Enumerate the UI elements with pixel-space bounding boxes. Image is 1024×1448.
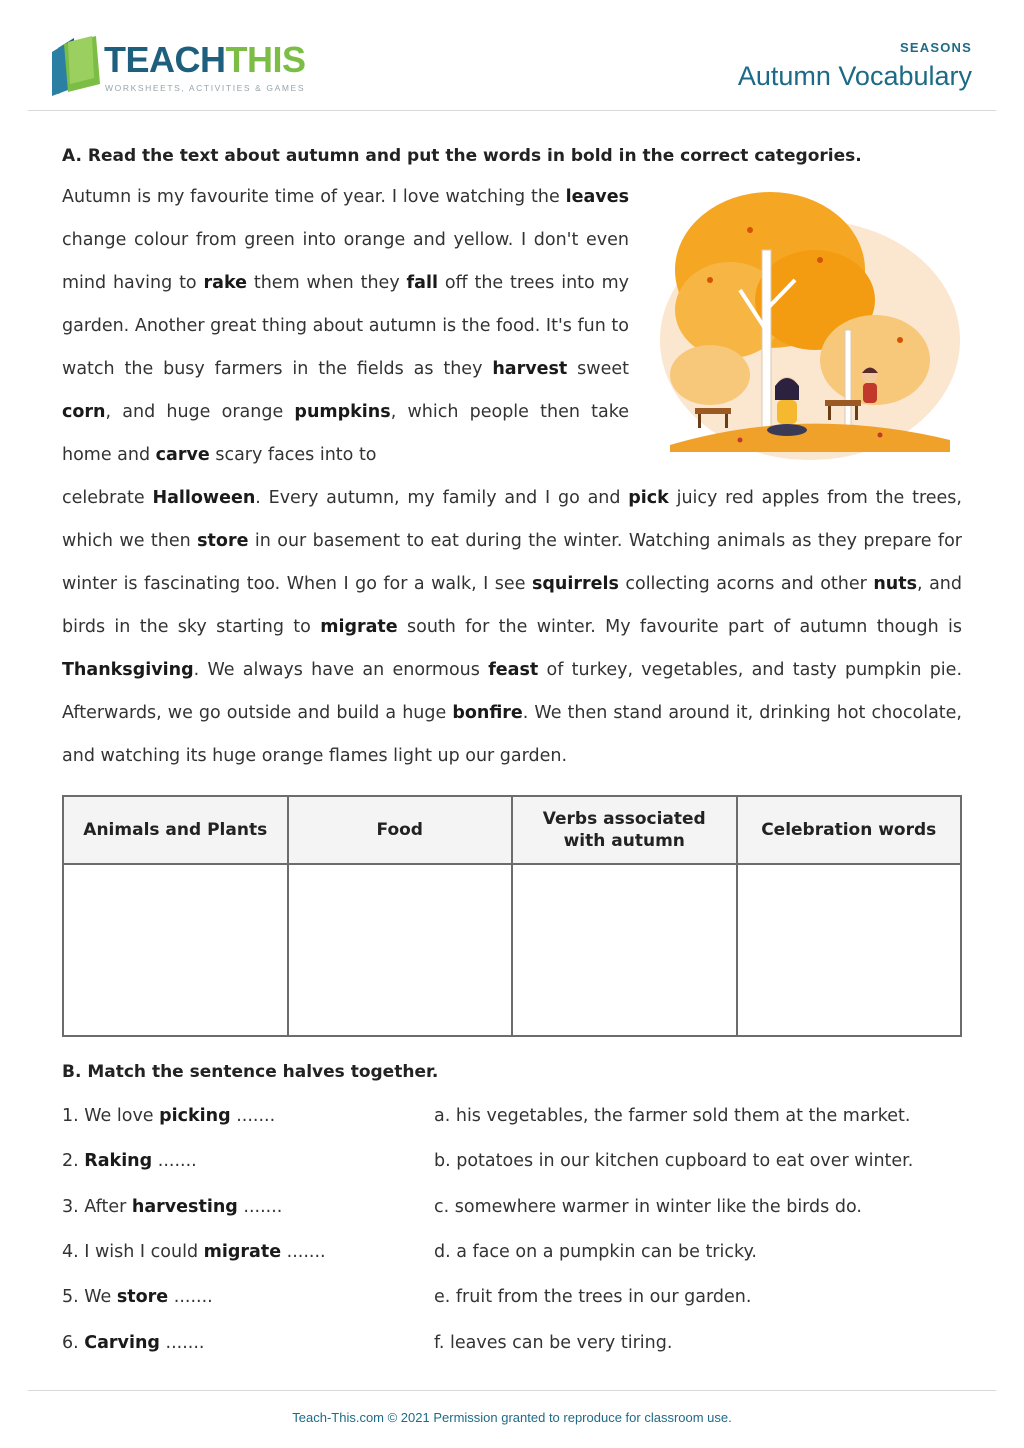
text-run: south for the winter. My favourite part of autumn though is xyxy=(397,617,962,637)
text-run: 6. xyxy=(62,1332,85,1353)
topic-kicker: SEASONS xyxy=(900,40,972,55)
autumn-park-illustration xyxy=(650,190,960,470)
text-run: 3. xyxy=(62,1196,85,1217)
logo-word-teach: TEACH xyxy=(104,39,226,80)
text-run: them when they xyxy=(246,273,407,293)
sentence-start xyxy=(62,1287,213,1307)
vocab-word: feast xyxy=(488,660,539,680)
vocab-word: harvesting xyxy=(131,1196,238,1217)
vocab-word: pumpkins xyxy=(294,402,391,422)
text-run: off the trees into my garden. Another great thing about autumn is the food. It's fun to watch the busy farmers in the fields as they xyxy=(62,273,630,379)
text-run: in our basement to eat during the winter. Watching animals as they prepare for winter is fascinating too. When I go for a walk, I see xyxy=(62,531,962,594)
page-header xyxy=(738,40,972,92)
header-divider xyxy=(28,110,996,111)
answer-blank[interactable]: ....... xyxy=(281,1241,326,1262)
vocab-word: carve xyxy=(155,445,210,465)
text-run: , which people then take home and xyxy=(62,402,629,465)
sentence-start xyxy=(62,1106,275,1126)
vocab-word: harvest xyxy=(492,359,568,379)
sentence-end: d. a face on a pumpkin can be tricky. xyxy=(434,1241,757,1262)
book-logo-icon xyxy=(48,34,104,98)
reading-text-top xyxy=(62,176,629,477)
vocab-word: store xyxy=(197,531,249,551)
text-run: change colour from green into orange and yellow. I don't even mind having to xyxy=(62,230,629,293)
answer-blank[interactable]: ....... xyxy=(168,1287,213,1308)
text-run: , and huge orange xyxy=(105,402,295,422)
answer-blank[interactable]: ....... xyxy=(159,1332,205,1353)
text-run: celebrate xyxy=(62,488,153,508)
text-run: juicy red apples from the trees, which we then xyxy=(62,488,962,551)
reading-text-bottom xyxy=(62,477,962,778)
sentence-end: f. leaves can be very tiring. xyxy=(434,1332,673,1353)
text-run: 5. xyxy=(62,1287,85,1308)
text-run: We love xyxy=(84,1106,160,1126)
text-run: scary faces into to xyxy=(209,445,377,465)
copyright-footer: Teach-This.com © 2021 Permission granted to reproduce for classroom use. xyxy=(292,1410,732,1425)
sentence-end: a. his vegetables, the farmer sold them at the market. xyxy=(434,1106,911,1126)
sentence-start xyxy=(62,1151,197,1171)
text-run: collecting acorns and other xyxy=(618,574,874,594)
vocab-word: Halloween xyxy=(152,488,256,508)
table-answer-row xyxy=(63,864,961,1036)
answer-cell-celebration[interactable] xyxy=(737,864,962,1036)
vocab-word: leaves xyxy=(565,187,629,207)
text-run: We xyxy=(84,1287,117,1308)
answer-blank[interactable]: ....... xyxy=(237,1196,283,1217)
sentence-end: c. somewhere warmer in winter like the birds do. xyxy=(434,1196,862,1217)
text-run: 1. xyxy=(62,1106,85,1126)
section-a-heading: A. Read the text about autumn and put the words in bold in the correct categories. xyxy=(62,146,862,166)
vocab-word: Raking xyxy=(84,1151,153,1172)
table-header-row xyxy=(63,796,961,864)
vocab-word: migrate xyxy=(203,1241,282,1262)
sentence-start xyxy=(62,1242,326,1262)
text-run: Autumn is my favourite time of year. I love watching the xyxy=(62,187,566,207)
logo xyxy=(48,34,308,98)
answer-cell-food[interactable] xyxy=(288,864,513,1036)
answer-cell-animals-plants[interactable] xyxy=(63,864,288,1036)
sentence-start xyxy=(62,1333,204,1353)
text-run: . Every autumn, my family and I go and xyxy=(255,488,629,508)
vocab-word: nuts xyxy=(873,574,918,594)
logo-word-this: THIS xyxy=(225,39,306,80)
header-food: Food xyxy=(288,796,513,864)
vocab-word: Thanksgiving xyxy=(62,660,194,680)
header-verbs: Verbs associated with autumn xyxy=(512,796,737,864)
vocab-word: Carving xyxy=(84,1332,160,1353)
text-run: of turkey, vegetables, and tasty pumpkin pie. Afterwards, we go outside and build a huge xyxy=(62,660,963,723)
sentence-end: e. fruit from the trees in our garden. xyxy=(434,1287,752,1308)
text-run: , and birds in the sky starting to xyxy=(62,574,962,637)
vocab-word: migrate xyxy=(320,617,398,637)
footer-divider xyxy=(28,1390,996,1391)
vocab-word: squirrels xyxy=(531,574,619,594)
answer-cell-verbs[interactable] xyxy=(512,864,737,1036)
vocab-word: rake xyxy=(203,273,247,293)
vocab-word: bonfire xyxy=(452,703,523,723)
text-run: . We then stand around it, drinking hot chocolate, and watching its huge orange flames light up our garden. xyxy=(62,703,962,766)
answer-blank[interactable]: ....... xyxy=(152,1151,197,1172)
logo-tagline: WORKSHEETS, ACTIVITIES & GAMES xyxy=(105,83,306,93)
sentence-start xyxy=(62,1197,282,1217)
vocab-word: fall xyxy=(406,273,438,293)
vocab-word: picking xyxy=(159,1106,231,1126)
categories-table xyxy=(62,795,962,1037)
logo-wordmark xyxy=(104,40,306,80)
vocab-word: corn xyxy=(62,402,106,422)
section-b-heading: B. Match the sentence halves together. xyxy=(62,1062,439,1082)
vocab-word: store xyxy=(116,1287,169,1308)
header-celebration-words: Celebration words xyxy=(737,796,962,864)
text-run: 4. xyxy=(62,1241,85,1262)
header-animals-plants: Animals and Plants xyxy=(63,796,288,864)
answer-blank[interactable]: ....... xyxy=(230,1106,276,1126)
page-title: Autumn Vocabulary xyxy=(737,61,972,91)
text-run: 2. xyxy=(62,1151,85,1172)
sentence-end: b. potatoes in our kitchen cupboard to eat over winter. xyxy=(434,1151,914,1172)
text-run: . We always have an enormous xyxy=(193,660,489,680)
vocab-word: pick xyxy=(628,488,669,508)
text-run: sweet xyxy=(567,359,630,379)
text-run: After xyxy=(84,1196,132,1217)
text-run: I wish I could xyxy=(84,1241,204,1262)
